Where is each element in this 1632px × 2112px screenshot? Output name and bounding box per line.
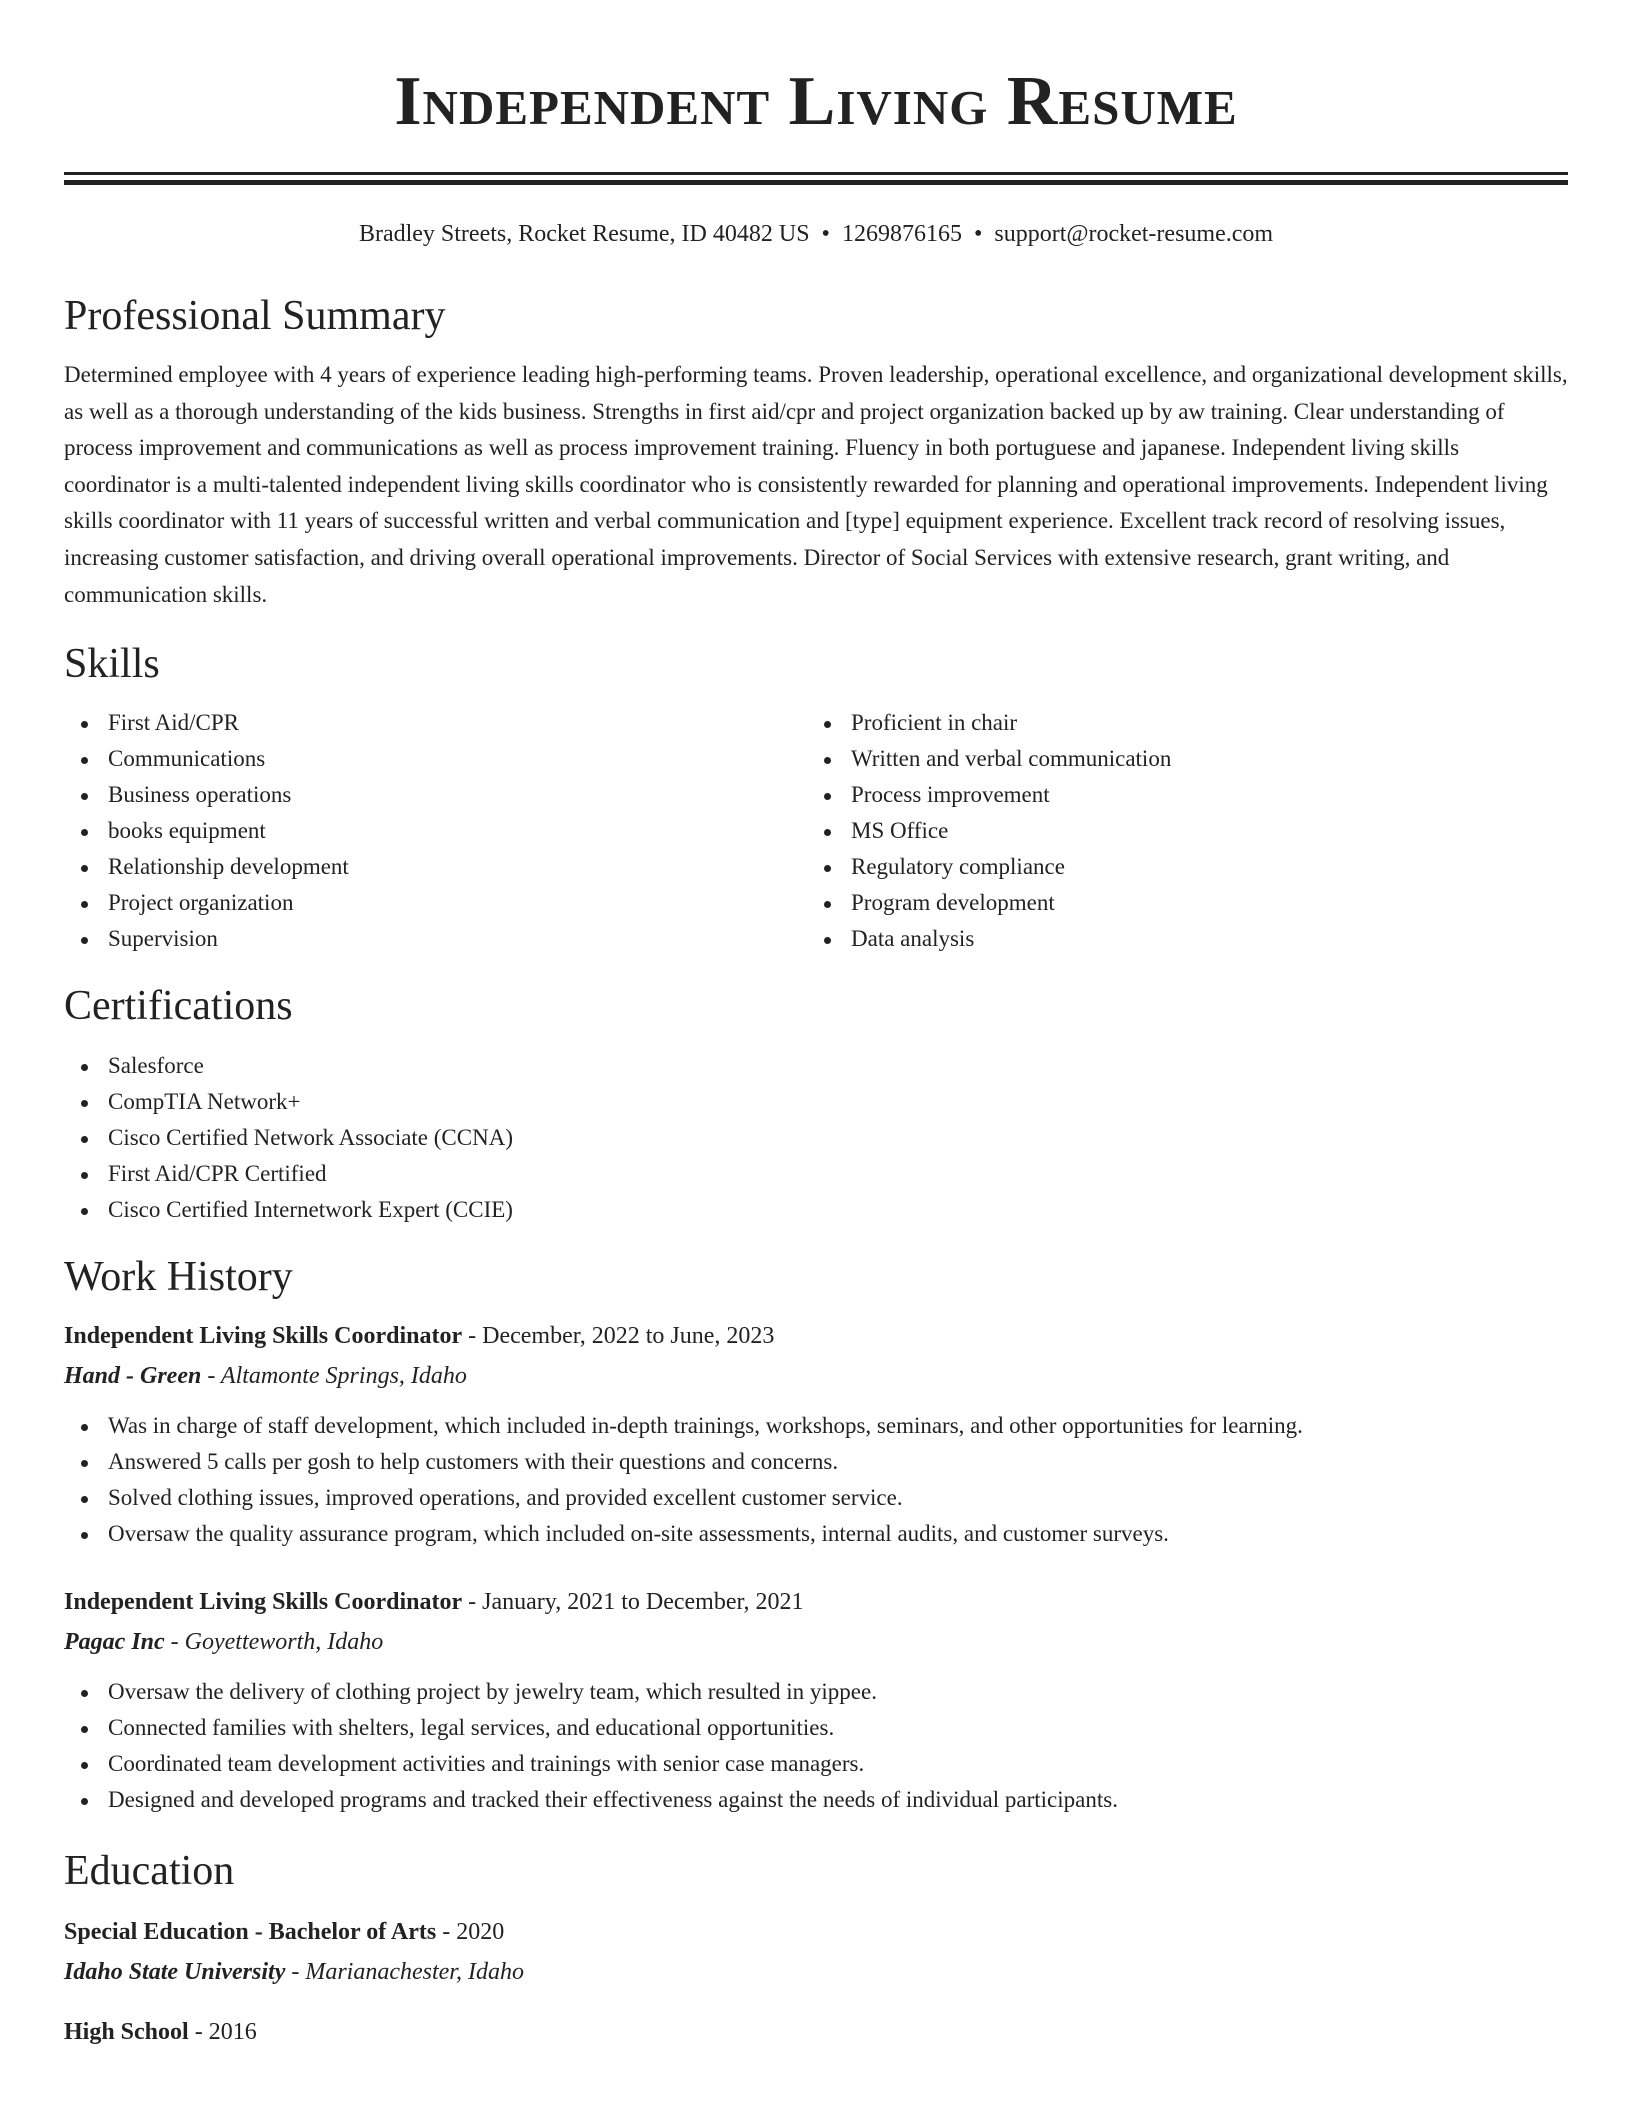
education-school-line: Idaho State University - Marianachester, Idaho [64,1959,524,1986]
certifications-list [64,1048,1568,1228]
skills-list-left [64,705,807,957]
education-year: 2020 [456,1919,505,1946]
job-employer: Pagac Inc - Goyetteworth, Idaho [64,1629,384,1656]
skills-list-right [807,705,1550,957]
job-title: Independent Living Skills Coordinator [64,1323,463,1350]
job-bullet: Answered 5 calls per gosh to help customers with their questions and concerns. [64,1444,1568,1480]
skills-heading: Skills [64,641,160,688]
skill-item: Supervision [64,921,807,957]
skill-item: First Aid/CPR [64,705,807,741]
job-bullets [64,1408,1568,1552]
skill-item: Written and verbal communication [807,741,1550,777]
skill-item: Business operations [64,777,807,813]
job-company: Hand - Green [64,1363,202,1390]
education-location: Marianachester, Idaho [305,1959,524,1986]
skill-item: Program development [807,885,1550,921]
skill-item: MS Office [807,813,1550,849]
job-bullet: Coordinated team development activities and trainings with senior case managers. [64,1746,1568,1782]
job-title: Independent Living Skills Coordinator [64,1589,463,1616]
education-entry [64,2016,1568,2048]
education-header: High School - 2016 [64,2019,257,2046]
skill-item: Data analysis [807,921,1550,957]
job-bullet: Oversaw the delivery of clothing project by jewelry team, which resulted in yippee. [64,1674,1568,1710]
job-header: Independent Living Skills Coordinator - January, 2021 to December, 2021 [64,1589,804,1616]
job-bullet: Was in charge of staff development, which included in-depth trainings, workshops, seminars, and other opportunities for learning. [64,1408,1568,1444]
education-header: Special Education - Bachelor of Arts - 2020 [64,1919,505,1946]
certification-item: First Aid/CPR Certified [64,1156,1568,1192]
job-header: Independent Living Skills Coordinator - December, 2022 to June, 2023 [64,1323,775,1350]
summary-heading: Professional Summary [64,293,446,339]
job-bullet: Connected families with shelters, legal services, and educational opportunities. [64,1710,1568,1746]
job-bullet: Designed and developed programs and tracked their effectiveness against the needs of individual participants. [64,1782,1568,1818]
job-entry [64,1586,1568,1818]
job-entry [64,1320,1568,1552]
certification-item: Cisco Certified Network Associate (CCNA) [64,1120,1568,1156]
education-school: Idaho State University [64,1959,286,1986]
job-company: Pagac Inc [64,1629,165,1656]
certifications-heading: Certifications [64,983,293,1030]
job-location: Goyetteworth, Idaho [184,1629,384,1656]
job-employer: Hand - Green - Altamonte Springs, Idaho [64,1363,467,1390]
skill-item: books equipment [64,813,807,849]
skill-item: Process improvement [807,777,1550,813]
skills-columns [64,705,1568,957]
contact-separator: • [973,221,983,247]
job-bullet: Oversaw the quality assurance program, which included on-site assessments, internal audits, and customer surveys. [64,1516,1568,1552]
skill-item: Communications [64,741,807,777]
work-history-heading: Work History [64,1254,293,1301]
job-location: Altamonte Springs, Idaho [220,1363,467,1390]
contact-address: Bradley Streets, Rocket Resume, ID 40482 US [358,221,810,247]
education-year: 2016 [208,2019,257,2046]
skill-item: Project organization [64,885,807,921]
resume-title: Independent Living Resume [394,63,1238,140]
skill-item: Proficient in chair [807,705,1550,741]
education-entry [64,1916,1568,1988]
contact-separator: • [821,221,830,247]
job-bullet: Solved clothing issues, improved operations, and provided excellent customer service. [64,1480,1568,1516]
contact-email: support@rocket-resume.com [994,221,1274,247]
certification-item: CompTIA Network+ [64,1084,1568,1120]
job-dates: January, 2021 to December, 2021 [482,1589,804,1616]
job-dates: December, 2022 to June, 2023 [482,1323,775,1350]
certification-item: Salesforce [64,1048,1568,1084]
title-divider-thin [64,180,1568,185]
education-heading: Education [64,1848,235,1895]
education-degree: High School [64,2019,189,2046]
job-bullets [64,1674,1568,1818]
summary-text: Determined employee with 4 years of experience leading high-performing teams. Proven leadership, operational excellence, and organizational development skills, as well as a thorough understanding of the kids business. Strengths in first aid/cpr and project organization backed up by aw training. Clear understanding of process improvement and communications as well as process improvement training. Fluency in both portuguese and japanese. Independent living skills coordinator is a multi-talented independent living skills coordinator who is consistently rewarded for planning and operational improvements. Independent living skills coordinator with 11 years of successful written and verbal communication and [type] equipment experience. Excellent track record of resolving issues, increasing customer satisfaction, and driving overall operational improvements. Director of Social Services with extensive research, grant writing, and communication skills. [64,362,1568,607]
certification-item: Cisco Certified Internetwork Expert (CCIE) [64,1192,1568,1228]
education-degree: Special Education - Bachelor of Arts [64,1919,437,1946]
skill-item: Regulatory compliance [807,849,1550,885]
skill-item: Relationship development [64,849,807,885]
contact-phone: 1269876165 [841,221,962,247]
title-divider-thick [64,172,1568,175]
contact-line [64,219,1568,249]
